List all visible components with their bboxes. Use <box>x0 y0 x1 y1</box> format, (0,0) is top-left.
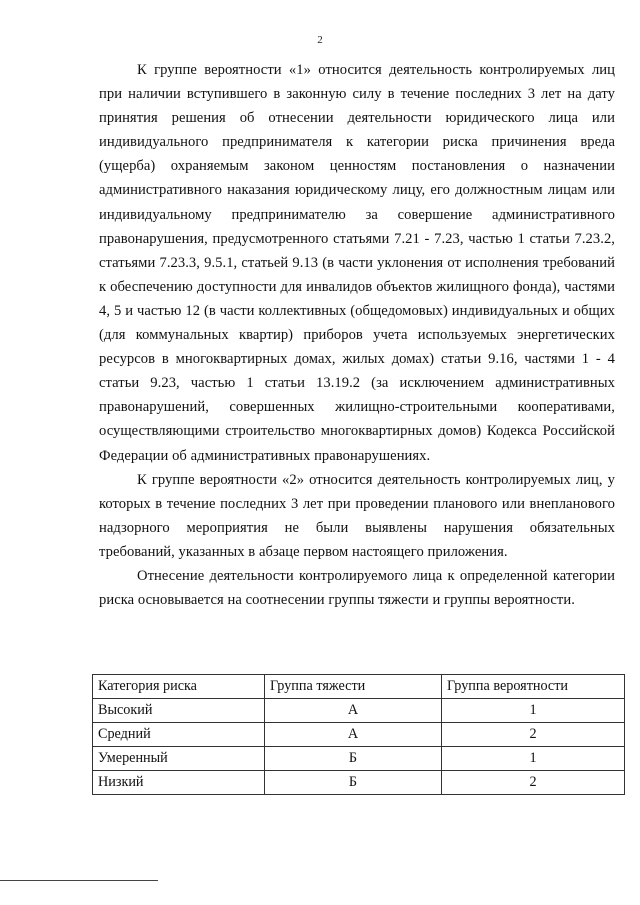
document-body <box>99 58 615 612</box>
cell-probability-group: 2 <box>442 723 625 747</box>
paragraph-probability-group-2: К группе вероятности «2» относится деятельность контролируемых лиц, у которых в течение последних 3 лет при проведении планового или внепланового надзорного мероприятия не были выявлены нарушения обязательных требований, указанных в абзаце первом настоящего приложения. <box>99 471 615 560</box>
cell-probability-group: 2 <box>442 771 625 795</box>
header-probability-group: Группа вероятности <box>442 675 625 699</box>
cell-risk-category: Умеренный <box>93 747 265 771</box>
table-row <box>93 747 625 771</box>
cell-risk-category: Высокий <box>93 699 265 723</box>
page-number: 2 <box>317 34 323 46</box>
cell-risk-category: Средний <box>93 723 265 747</box>
header-severity-group: Группа тяжести <box>265 675 442 699</box>
cell-severity-group: Б <box>265 771 442 795</box>
paragraph-probability-group-1: К группе вероятности «1» относится деятельность контролируемых лиц при наличии вступившего в законную силу в течение последних 3 лет на дату принятия решения об отнесении деятельности юридического лица или индивидуального предпринимателя к категории риска причинения вреда (ущерба) охраняемым законом ценностям постановления о назначении административного наказания юридическому лицу, его должностным лицам или индивидуальному предпринимателю за совершение административного правонарушения, предусмотренного статьями 7.21 - 7.23, частью 1 статьи 7.23.2, статьями 7.23.3, 9.5.1, статьей 9.13 (в части уклонения от исполнения требований к обеспечению доступности для инвалидов объектов жилищного фонда), частями 4, 5 и частью 12 (в части коллективных (общедомовых) индивидуальных и общих (для коммунальных квартир) приборов учета используемых энергетических ресурсов в многоквартирных домах, жилых домах) статьи 9.16, частями 1 - 4 статьи 9.23, частью 1 статьи 13.19.2 (за исключением административных правонарушений, совершенных жилищно-строительными кооперативами, осуществляющими строительство многоквартирных домов) Кодекса Российской Федерации об административных правонарушениях. <box>99 62 615 464</box>
risk-category-table <box>92 674 625 795</box>
cell-severity-group: А <box>265 723 442 747</box>
cell-probability-group: 1 <box>442 699 625 723</box>
cell-severity-group: Б <box>265 747 442 771</box>
cell-severity-group: А <box>265 699 442 723</box>
cell-risk-category: Низкий <box>93 771 265 795</box>
header-risk-category: Категория риска <box>93 675 265 699</box>
table-header-row <box>93 675 625 699</box>
risk-category-table-wrapper <box>92 674 624 795</box>
cell-probability-group: 1 <box>442 747 625 771</box>
table-row <box>93 699 625 723</box>
table-row <box>93 723 625 747</box>
paragraph-risk-assignment: Отнесение деятельности контролируемого лица к определенной категории риска основывается на соотнесении группы тяжести и группы вероятности. <box>99 567 615 609</box>
footnote-separator-line <box>0 880 158 881</box>
table-row <box>93 771 625 795</box>
